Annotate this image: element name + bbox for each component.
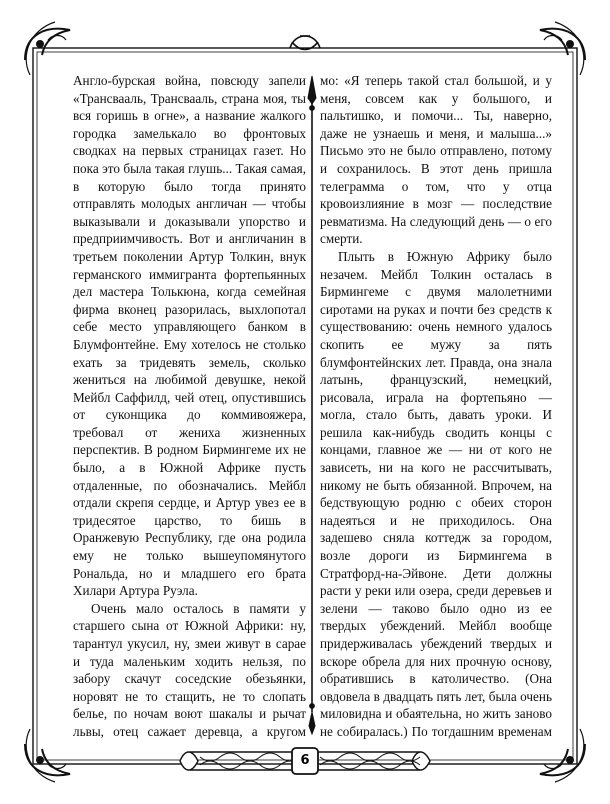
paragraph: мо: «Я теперь такой стал большой, и у меня, совсем как у большого, и пальтишко, и помочи... Ты, наверно, даже не узнаешь и меня, и малыша...» Письмо это не было отправлено, потому и сохранилось. В этот день пришла телеграмма о том, что у отца кровоизлияние в мозг — последствие ревматизма. На следующий день — о его смерти. [320, 73, 552, 247]
corner-ornament-bottom-left-icon [25, 729, 70, 782]
paragraph: Плыть в Южную Африку было незачем. Мейбл Толкин осталась в Бирмингеме с двумя малолетними сиротами на руках и почти без средств к существованию: очень немного удалось скопить ее мужу за пять блумфонтейнских лет. Правда, она знала латынь, французский, немецкий, рисовала, играла на фортепьяно — могла, стало быть, давать уроки. И решила как-нибудь сводить концы с концами, главное же — ни от кого не зависеть, ни на кого не рассчитывать, никому не быть обязанной. Впрочем, на бедствующую родню с обеих сторон надеяться и не приходилось. Она задешево сняла коттедж за городом, возле дороги из Бирмингема в Стратфорд-на-Эйвоне. Дети должны расти у реки или озера, среди деревьев и зелени — таково было одно из ее твердых убеждений. Мейбл вообще придерживалась убеждений твердых и вскоре обрела для них прочную основу, обратившись в католичество. (Она овдовела в двадцать пять лет, была очень миловидна и обаятельна, но жить заново не собиралась.) По тогдашним временам [320, 248, 552, 739]
column-divider-spear-icon [308, 76, 316, 734]
paragraph: Очень мало осталось в памяти у старшего сына от Южной Африки: ну, тарантул укусил, ну, змеи живут в сарае и туда маленьким ходить нельзя, по забору скачут соседские обезьянки, норовят не то стащить, не то слопать белье, по ночам воют шакалы и рычат львы, отец сажает деревца, а кругом [73, 600, 306, 739]
right-text-column [320, 72, 552, 742]
left-text-column [73, 72, 306, 742]
paragraph: Англо-бурская война, повсюду запели «Трансвааль, Трансвааль, страна моя, ты вся горишь в огне», а название жалкого городка замелькало во фронтовых сводках на первых страницах газет. Но пока это была такая глушь... Такая самая, в которую было тогда принято отправлять молодых англичан — чтобы выказывали и доказывали упорство и предприимчивость. Вот и англичанин в третьем поколении Артур Толкин, внук германского иммигранта фортепьянных дел мастера Толькюна, когда семейная фирма вконец разорилась, выхлопотал себе место управляющего банком в Блумфонтейне. Ему хотелось не столько ехать за тридевять земель, сколько жениться на любимой девушке, некой Мейбл Саффилд, чей отец, опустившись от суконщика до коммивояжера, требовал от жениха жизненных перспектив. В родном Бирмингеме их не было, а в Южной Африке пусть отдаленные, по обозначались. Мейбл отдали скрепя сердце, и Артур увез ее в тридесятое царство, то бишь в Оранжевую Республику, где она родила ему не только вышеупомянутого Рональда, но и младшего его брата Хилари Артура Руэла. [73, 73, 306, 599]
page-number: 6 [300, 753, 310, 768]
